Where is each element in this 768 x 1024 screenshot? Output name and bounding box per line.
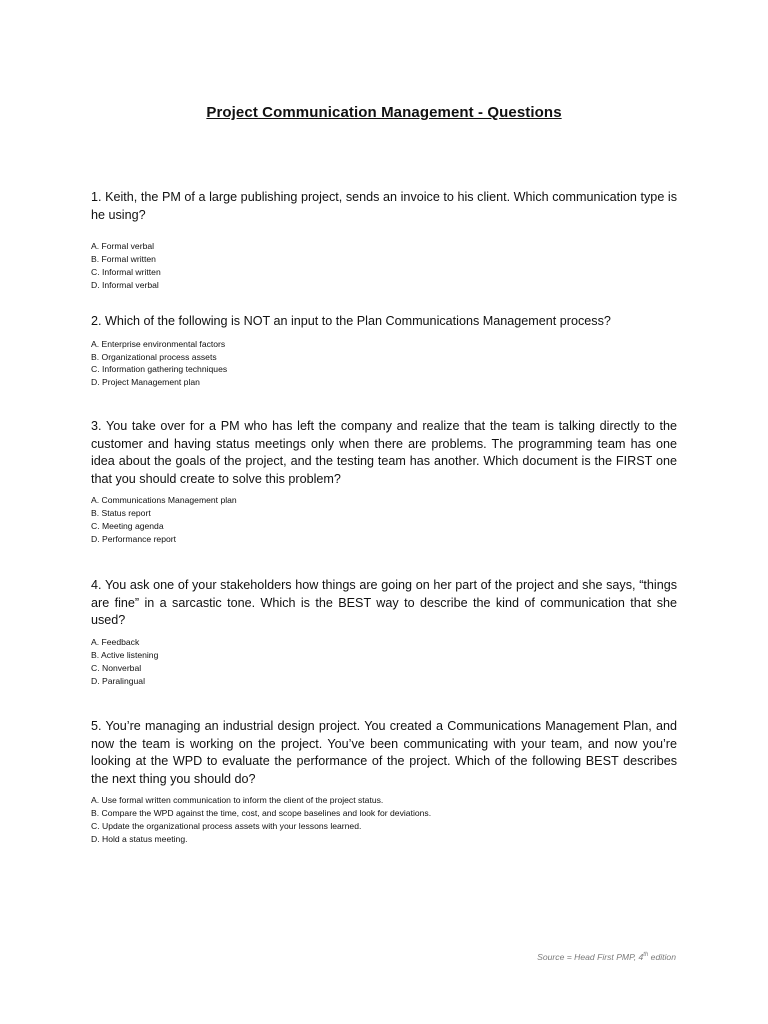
question-3 [91, 418, 677, 546]
option-b: B. Active listening [91, 649, 159, 660]
question-4 [91, 577, 677, 687]
option-d: D. Performance report [91, 534, 177, 545]
option-c: C. Informal written [91, 267, 161, 277]
option-a: A. Use formal written communication to inform the client of the project status. [91, 795, 384, 806]
option-d: D. Paralingual [91, 675, 145, 686]
option-d: D. Informal verbal [91, 279, 159, 290]
source-suffix: edition [648, 952, 676, 962]
option-a: A. Communications Management plan [91, 495, 237, 506]
option-b: B. Formal written [91, 254, 156, 265]
option-c: C. Meeting agenda [91, 521, 164, 532]
question-1 [91, 189, 677, 292]
question-text: 2. Which of the following is NOT an input to the Plan Communications Management process? [91, 314, 611, 328]
option-b: B. Organizational process assets [91, 351, 217, 362]
answer-options [91, 240, 677, 292]
option-a: A. Formal verbal [91, 241, 155, 252]
question-text: 3. You take over for a PM who has left the company and realize that the team is talking directly to the customer and having status meetings only when there are problems. The programming team has one idea about the goals of the project, and the testing team has another. Which document is the FIRST one that you should create to solve this problem? [91, 419, 677, 486]
page-title: Project Communication Management - Questions [206, 104, 562, 121]
source-prefix: Source = Head First PMP, 4 [537, 952, 644, 962]
option-b: B. Compare the WPD against the time, cost, and scope baselines and look for deviations. [91, 808, 432, 819]
question-2 [91, 313, 677, 389]
question-5 [91, 718, 677, 846]
question-text: 5. You’re managing an industrial design project. You created a Communications Management Plan, and now the team is working on the project. You’ve been communicating with your team, and now you’re looking at the WPD to evaluate the performance of the project. Which of the following BEST describes the next thing you should do? [91, 719, 677, 786]
answer-options [91, 794, 677, 846]
source-superscript: th [643, 952, 649, 959]
option-c: C. Information gathering techniques [91, 364, 228, 375]
option-c: C. Update the organizational process assets with your lessons learned. [91, 821, 362, 832]
option-a: A. Enterprise environmental factors [91, 338, 226, 349]
option-b: B. Status report [91, 508, 151, 519]
option-c: C. Nonverbal [91, 662, 142, 673]
answer-options [91, 338, 677, 390]
question-text: 4. You ask one of your stakeholders how things are going on her part of the project and she says, “things are fine” in a sarcastic tone. Which is the BEST way to describe the kind of communication that she used? [91, 578, 677, 628]
question-text: 1. Keith, the PM of a large publishing project, sends an invoice to his client. Which communication type is he using? [91, 190, 677, 222]
answer-options [91, 494, 677, 546]
option-d: D. Hold a status meeting. [91, 834, 188, 845]
answer-options [91, 636, 677, 688]
source-citation [537, 952, 676, 962]
option-a: A. Feedback [91, 636, 140, 647]
option-d: D. Project Management plan [91, 377, 200, 388]
